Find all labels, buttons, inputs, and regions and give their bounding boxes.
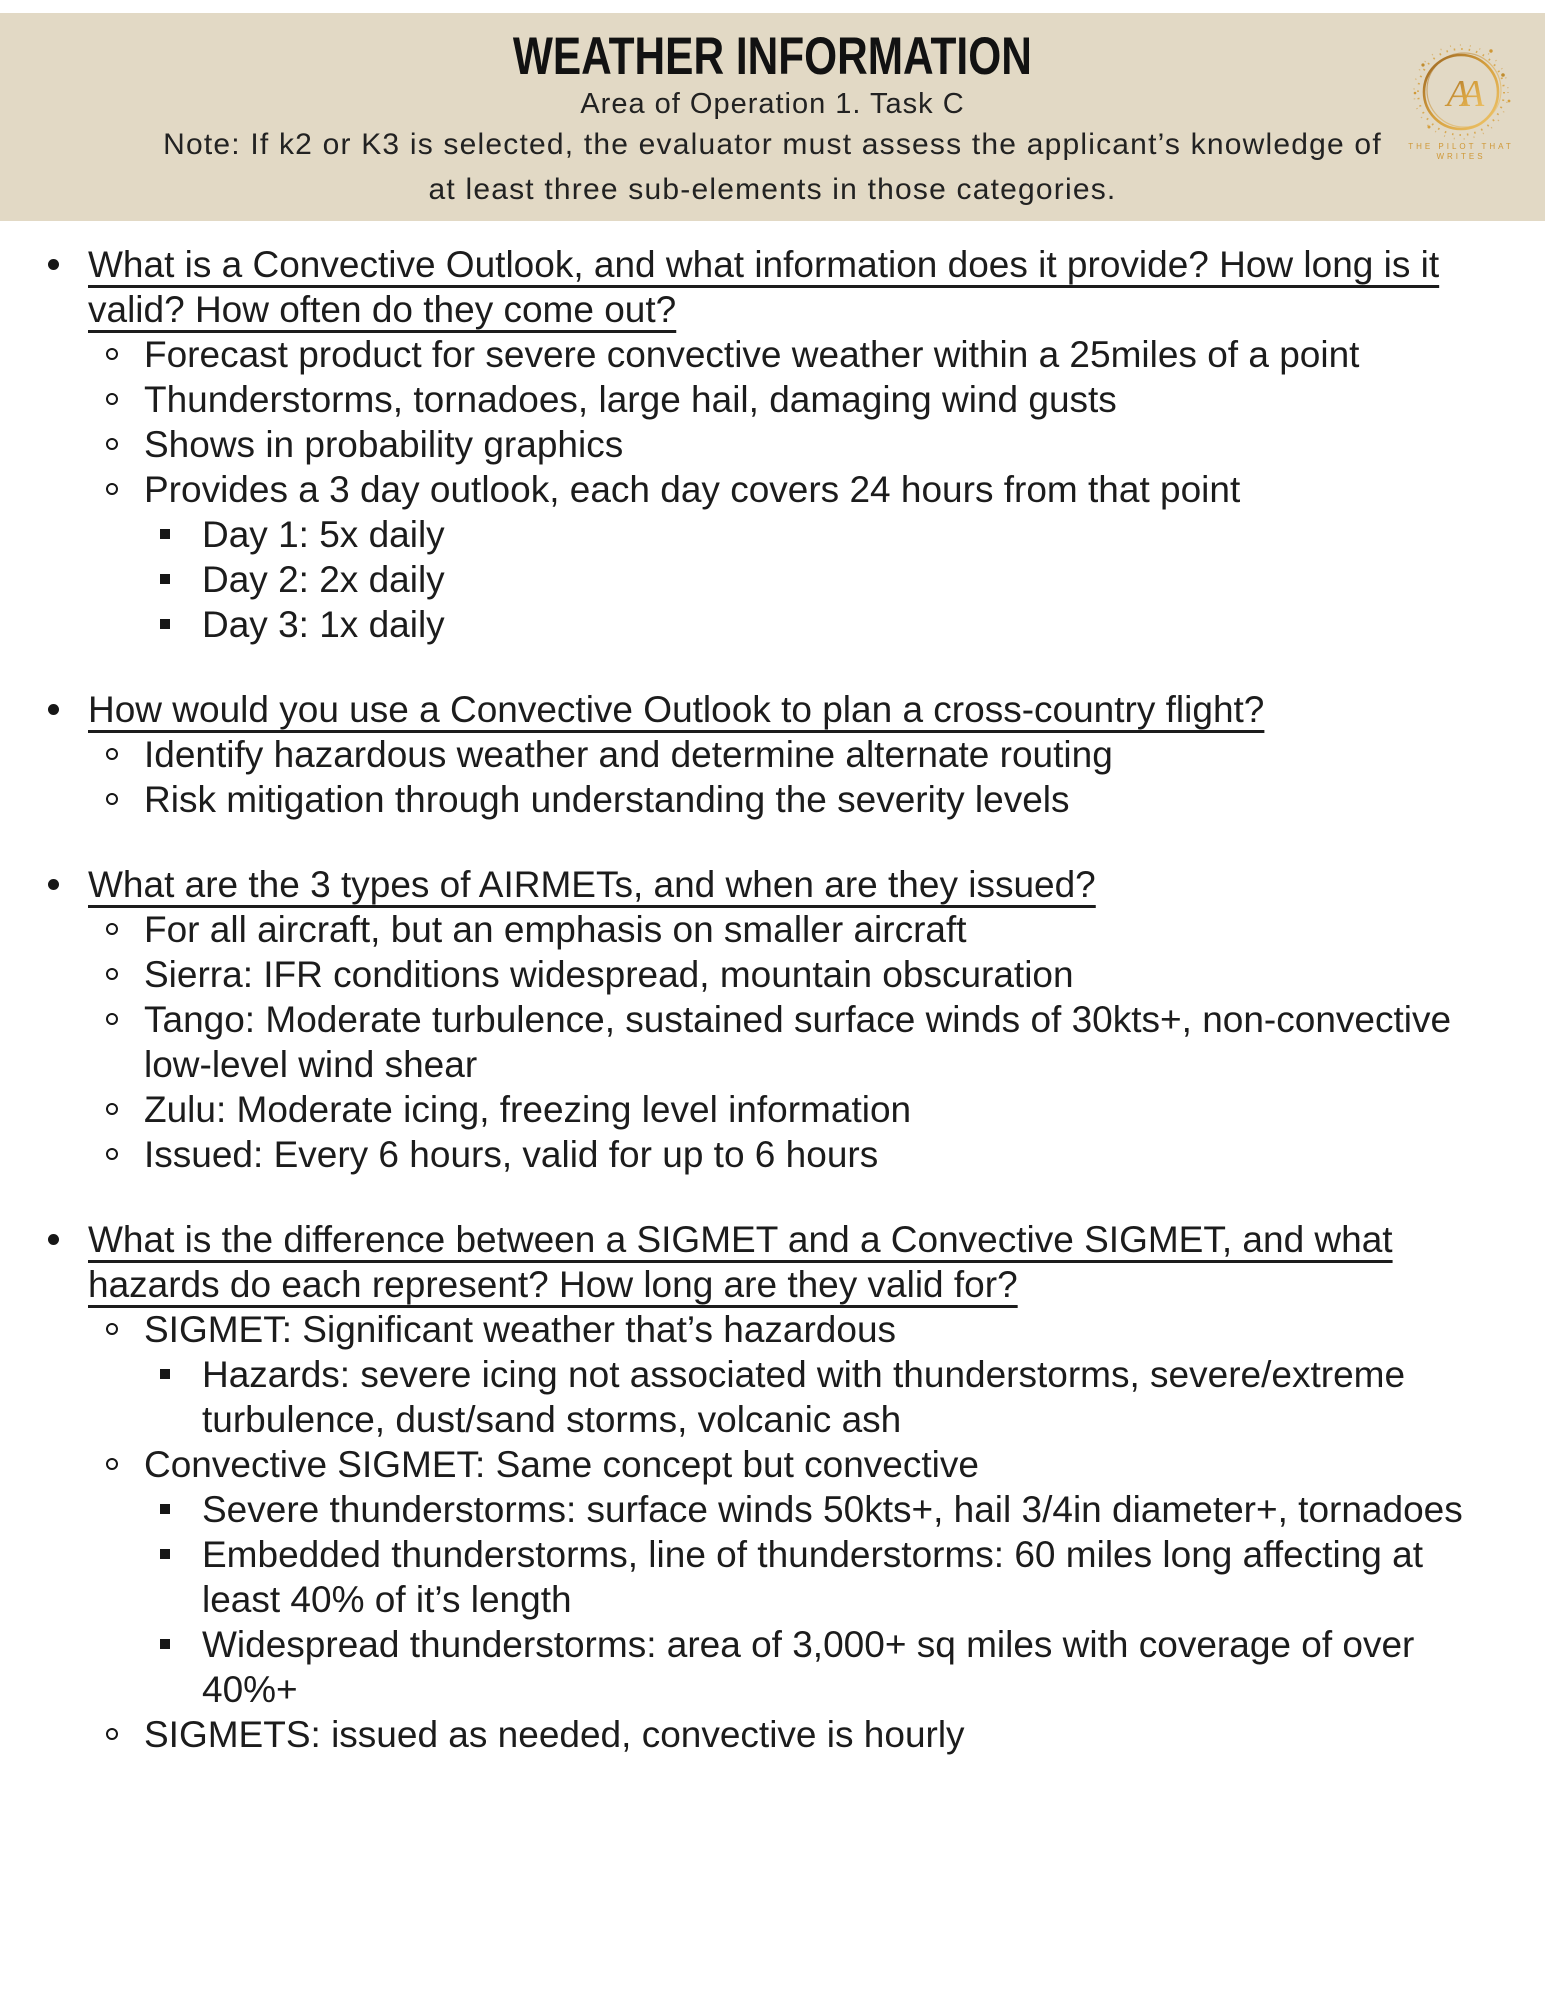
circle-bullet-icon bbox=[106, 1103, 118, 1115]
answer-row bbox=[106, 907, 1503, 952]
answer-text: For all aircraft, but an emphasis on smaller aircraft bbox=[144, 909, 967, 950]
answer-row bbox=[106, 1307, 1503, 1352]
circle-bullet-icon bbox=[106, 1013, 118, 1025]
answer-text: Issued: Every 6 hours, valid for up to 6 hours bbox=[144, 1134, 879, 1175]
sub-answer-text: Widespread thunderstorms: area of 3,000+ sq miles with coverage of over 40%+ bbox=[202, 1624, 1415, 1710]
document-header bbox=[0, 13, 1545, 221]
page-title-row bbox=[0, 28, 1545, 86]
answer-row bbox=[106, 1712, 1503, 1757]
question-block-outlook-planning bbox=[48, 687, 1503, 822]
answer-text: Risk mitigation through understanding the severity levels bbox=[144, 779, 1070, 820]
answer-text: Provides a 3 day outlook, each day covers 24 hours from that point bbox=[144, 469, 1241, 510]
bullet-dot-icon bbox=[48, 879, 59, 890]
header-note-line-2: at least three sub-elements in those categories. bbox=[428, 173, 1117, 206]
bullet-dot-icon bbox=[48, 1234, 59, 1245]
circle-bullet-icon bbox=[106, 748, 118, 760]
answer-row bbox=[106, 422, 1503, 467]
circle-bullet-icon bbox=[106, 1323, 118, 1335]
logo-caption-line-2: WRITES bbox=[1436, 152, 1486, 161]
brand-logo-icon bbox=[1371, 31, 1539, 163]
sub-answer-text: Day 2: 2x daily bbox=[202, 559, 445, 600]
question-text: What is a Convective Outlook, and what information does it provide? How long is it valid? How often do they come out? bbox=[88, 244, 1440, 330]
circle-bullet-icon bbox=[106, 1458, 118, 1470]
question-text: What are the 3 types of AIRMETs, and when are they issued? bbox=[88, 864, 1096, 905]
bullet-dot-icon bbox=[48, 259, 59, 270]
answer-row bbox=[106, 997, 1503, 1087]
question-block-convective-outlook bbox=[48, 242, 1503, 647]
sub-answer-text: Hazards: severe icing not associated with thunderstorms, severe/extreme turbulence, dust/sand storms, volcanic ash bbox=[202, 1354, 1406, 1440]
circle-bullet-icon bbox=[106, 968, 118, 980]
sub-answer-row bbox=[160, 1487, 1503, 1532]
answer-text: Convective SIGMET: Same concept but convective bbox=[144, 1444, 979, 1485]
answer-text: Sierra: IFR conditions widespread, mountain obscuration bbox=[144, 954, 1074, 995]
sub-answer-row bbox=[160, 557, 1503, 602]
sub-answer-row bbox=[160, 1352, 1503, 1442]
circle-bullet-icon bbox=[106, 438, 118, 450]
sub-answer-text: Embedded thunderstorms, line of thunderstorms: 60 miles long affecting at least 40% of it’s length bbox=[202, 1534, 1423, 1620]
circle-bullet-icon bbox=[106, 1728, 118, 1740]
sub-answer-row bbox=[160, 1622, 1503, 1712]
answer-text: Forecast product for severe convective weather within a 25miles of a point bbox=[144, 334, 1360, 375]
question-text: What is the difference between a SIGMET and a Convective SIGMET, and what hazards do each represent? How long are they valid for? bbox=[88, 1219, 1393, 1305]
question-row bbox=[48, 1217, 1503, 1307]
question-block-sigmet bbox=[48, 1217, 1503, 1757]
answer-row bbox=[106, 777, 1503, 822]
answer-text: Thunderstorms, tornadoes, large hail, damaging wind gusts bbox=[144, 379, 1117, 420]
sub-answer-text: Day 3: 1x daily bbox=[202, 604, 445, 645]
square-bullet-icon bbox=[160, 529, 170, 539]
question-row bbox=[48, 242, 1503, 332]
circle-bullet-icon bbox=[106, 483, 118, 495]
circle-bullet-icon bbox=[106, 1148, 118, 1160]
answer-row bbox=[106, 1442, 1503, 1487]
sub-answer-row bbox=[160, 602, 1503, 647]
answer-text: SIGMETS: issued as needed, convective is hourly bbox=[144, 1714, 965, 1755]
sub-answer-row bbox=[160, 512, 1503, 557]
sub-answer-text: Day 1: 5x daily bbox=[202, 514, 445, 555]
page-top-margin bbox=[0, 0, 1545, 13]
answer-row bbox=[106, 332, 1503, 377]
page-subtitle: Area of Operation 1. Task C bbox=[580, 88, 965, 120]
document-body bbox=[0, 221, 1545, 1757]
answer-row bbox=[106, 952, 1503, 997]
answer-row bbox=[106, 1132, 1503, 1177]
answer-row bbox=[106, 377, 1503, 422]
answer-text: Zulu: Moderate icing, freezing level information bbox=[144, 1089, 912, 1130]
answer-text: Identify hazardous weather and determine alternate routing bbox=[144, 734, 1113, 775]
circle-bullet-icon bbox=[106, 793, 118, 805]
square-bullet-icon bbox=[160, 1639, 170, 1649]
circle-bullet-icon bbox=[106, 393, 118, 405]
logo-caption-line-1: THE PILOT THAT bbox=[1408, 142, 1514, 151]
answer-text: Tango: Moderate turbulence, sustained surface winds of 30kts+, non-convective low-level wind shear bbox=[144, 999, 1452, 1085]
circle-bullet-icon bbox=[106, 348, 118, 360]
answer-row bbox=[106, 732, 1503, 777]
page-title: WEATHER INFORMATION bbox=[513, 27, 1032, 86]
sub-answer-text: Severe thunderstorms: surface winds 50kts+, hail 3/4in diameter+, tornadoes bbox=[202, 1489, 1463, 1530]
question-text: How would you use a Convective Outlook to plan a cross-country flight? bbox=[88, 689, 1265, 730]
bullet-dot-icon bbox=[48, 704, 59, 715]
question-block-airmets bbox=[48, 862, 1503, 1177]
question-row bbox=[48, 687, 1503, 732]
square-bullet-icon bbox=[160, 619, 170, 629]
answer-text: Shows in probability graphics bbox=[144, 424, 624, 465]
square-bullet-icon bbox=[160, 1369, 170, 1379]
answer-row bbox=[106, 1087, 1503, 1132]
sub-answer-row bbox=[160, 1532, 1503, 1622]
answer-text: SIGMET: Significant weather that’s hazardous bbox=[144, 1309, 897, 1350]
question-row bbox=[48, 862, 1503, 907]
logo-monogram: AA bbox=[1446, 73, 1476, 115]
square-bullet-icon bbox=[160, 1504, 170, 1514]
circle-bullet-icon bbox=[106, 923, 118, 935]
square-bullet-icon bbox=[160, 1549, 170, 1559]
header-note-line-1: Note: If k2 or K3 is selected, the evaluator must assess the applicant’s knowledge of bbox=[163, 128, 1382, 161]
square-bullet-icon bbox=[160, 574, 170, 584]
answer-row bbox=[106, 467, 1503, 512]
